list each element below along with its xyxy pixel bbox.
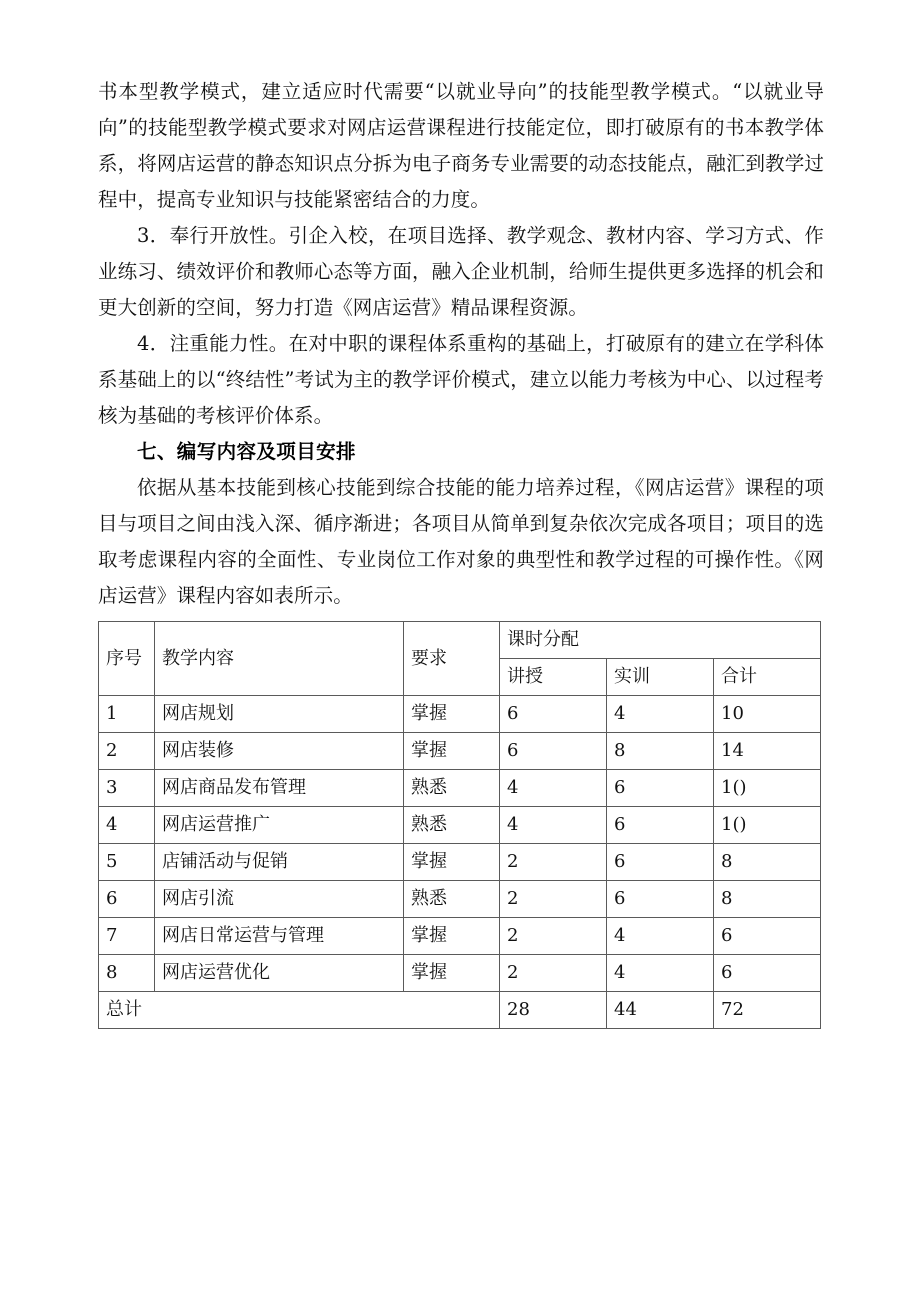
cell-lecture: 2 (500, 844, 607, 881)
cell-content: 网店商品发布管理 (155, 770, 404, 807)
header-cell-content: 教学内容 (155, 622, 404, 696)
table-row (99, 881, 821, 918)
cell-total: 8 (714, 844, 821, 881)
cell-requirement: 掌握 (404, 696, 500, 733)
cell-practice: 6 (607, 807, 714, 844)
cell-content: 网店运营推广 (155, 807, 404, 844)
document-body (98, 74, 824, 1029)
cell-practice: 4 (607, 918, 714, 955)
cell-requirement: 掌握 (404, 844, 500, 881)
cell-no: 4 (99, 807, 155, 844)
header-cell-requirement: 要求 (404, 622, 500, 696)
cell-no: 5 (99, 844, 155, 881)
cell-requirement: 掌握 (404, 918, 500, 955)
cell-lecture: 2 (500, 881, 607, 918)
cell-requirement: 掌握 (404, 955, 500, 992)
cell-lecture: 4 (500, 770, 607, 807)
summary-label: 总计 (99, 992, 500, 1029)
table-row (99, 955, 821, 992)
cell-lecture: 2 (500, 955, 607, 992)
cell-practice: 4 (607, 696, 714, 733)
cell-content: 店铺活动与促销 (155, 844, 404, 881)
course-table-wrapper (98, 621, 820, 1029)
table-row (99, 918, 821, 955)
cell-no: 3 (99, 770, 155, 807)
cell-content: 网店运营优化 (155, 955, 404, 992)
summary-total: 72 (714, 992, 821, 1029)
cell-total: 14 (714, 733, 821, 770)
header-cell-total: 合计 (714, 659, 821, 696)
cell-requirement: 熟悉 (404, 807, 500, 844)
table-summary-row (99, 992, 821, 1029)
table-row (99, 844, 821, 881)
cell-requirement: 熟悉 (404, 881, 500, 918)
cell-total: 6 (714, 955, 821, 992)
cell-no: 8 (99, 955, 155, 992)
cell-content: 网店规划 (155, 696, 404, 733)
paragraph-item-3: 3．奉行开放性。引企入校，在项目选择、教学观念、教材内容、学习方式、作业练习、绩效评价和教师心态等方面，融入企业机制，给师生提供更多选择的机会和更大创新的空间，努力打造《网店运营》精品课程资源。 (98, 224, 824, 319)
cell-lecture: 6 (500, 696, 607, 733)
summary-practice: 44 (607, 992, 714, 1029)
cell-total: 6 (714, 918, 821, 955)
cell-lecture: 6 (500, 733, 607, 770)
cell-total: 1() (714, 807, 821, 844)
cell-content: 网店引流 (155, 881, 404, 918)
section-heading-seven: 七、编写内容及项目安排 (137, 440, 356, 463)
cell-practice: 6 (607, 844, 714, 881)
cell-lecture: 2 (500, 918, 607, 955)
header-cell-practice: 实训 (607, 659, 714, 696)
cell-content: 网店装修 (155, 733, 404, 770)
table-row (99, 807, 821, 844)
cell-practice: 6 (607, 881, 714, 918)
course-content-table (98, 621, 821, 1029)
cell-practice: 6 (607, 770, 714, 807)
paragraph-intro: 依据从基本技能到核心技能到综合技能的能力培养过程，《网店运营》课程的项目与项目之间由浅入深、循序渐进；各项目从简单到复杂依次完成各项目；项目的选取考虑课程内容的全面性、专业岗位工作对象的典型性和教学过程的可操作性。《网店运营》课程内容如表所示。 (98, 476, 824, 607)
header-cell-hours-group: 课时分配 (500, 622, 821, 659)
cell-requirement: 熟悉 (404, 770, 500, 807)
cell-content: 网店日常运营与管理 (155, 918, 404, 955)
cell-no: 2 (99, 733, 155, 770)
table-row (99, 696, 821, 733)
header-cell-lecture: 讲授 (500, 659, 607, 696)
cell-lecture: 4 (500, 807, 607, 844)
header-cell-no: 序号 (99, 622, 155, 696)
cell-practice: 4 (607, 955, 714, 992)
summary-lecture: 28 (500, 992, 607, 1029)
cell-total: 8 (714, 881, 821, 918)
paragraph-item-4: 4．注重能力性。在对中职的课程体系重构的基础上，打破原有的建立在学科体系基础上的以“终结性”考试为主的教学评价模式，建立以能力考核为中心、以过程考核为基础的考核评价体系。 (98, 332, 824, 427)
cell-no: 6 (99, 881, 155, 918)
cell-total: 1() (714, 770, 821, 807)
table-row (99, 733, 821, 770)
cell-no: 7 (99, 918, 155, 955)
table-header-row-1 (99, 622, 821, 659)
cell-practice: 8 (607, 733, 714, 770)
cell-no: 1 (99, 696, 155, 733)
cell-total: 10 (714, 696, 821, 733)
cell-requirement: 掌握 (404, 733, 500, 770)
table-row (99, 770, 821, 807)
paragraph-continuation: 书本型教学模式，建立适应时代需要“以就业导向”的技能型教学模式。“以就业导向”的技能型教学模式要求对网店运营课程进行技能定位，即打破原有的书本教学体系，将网店运营的静态知识点分拆为电子商务专业需要的动态技能点，融汇到教学过程中，提高专业知识与技能紧密结合的力度。 (98, 80, 824, 211)
